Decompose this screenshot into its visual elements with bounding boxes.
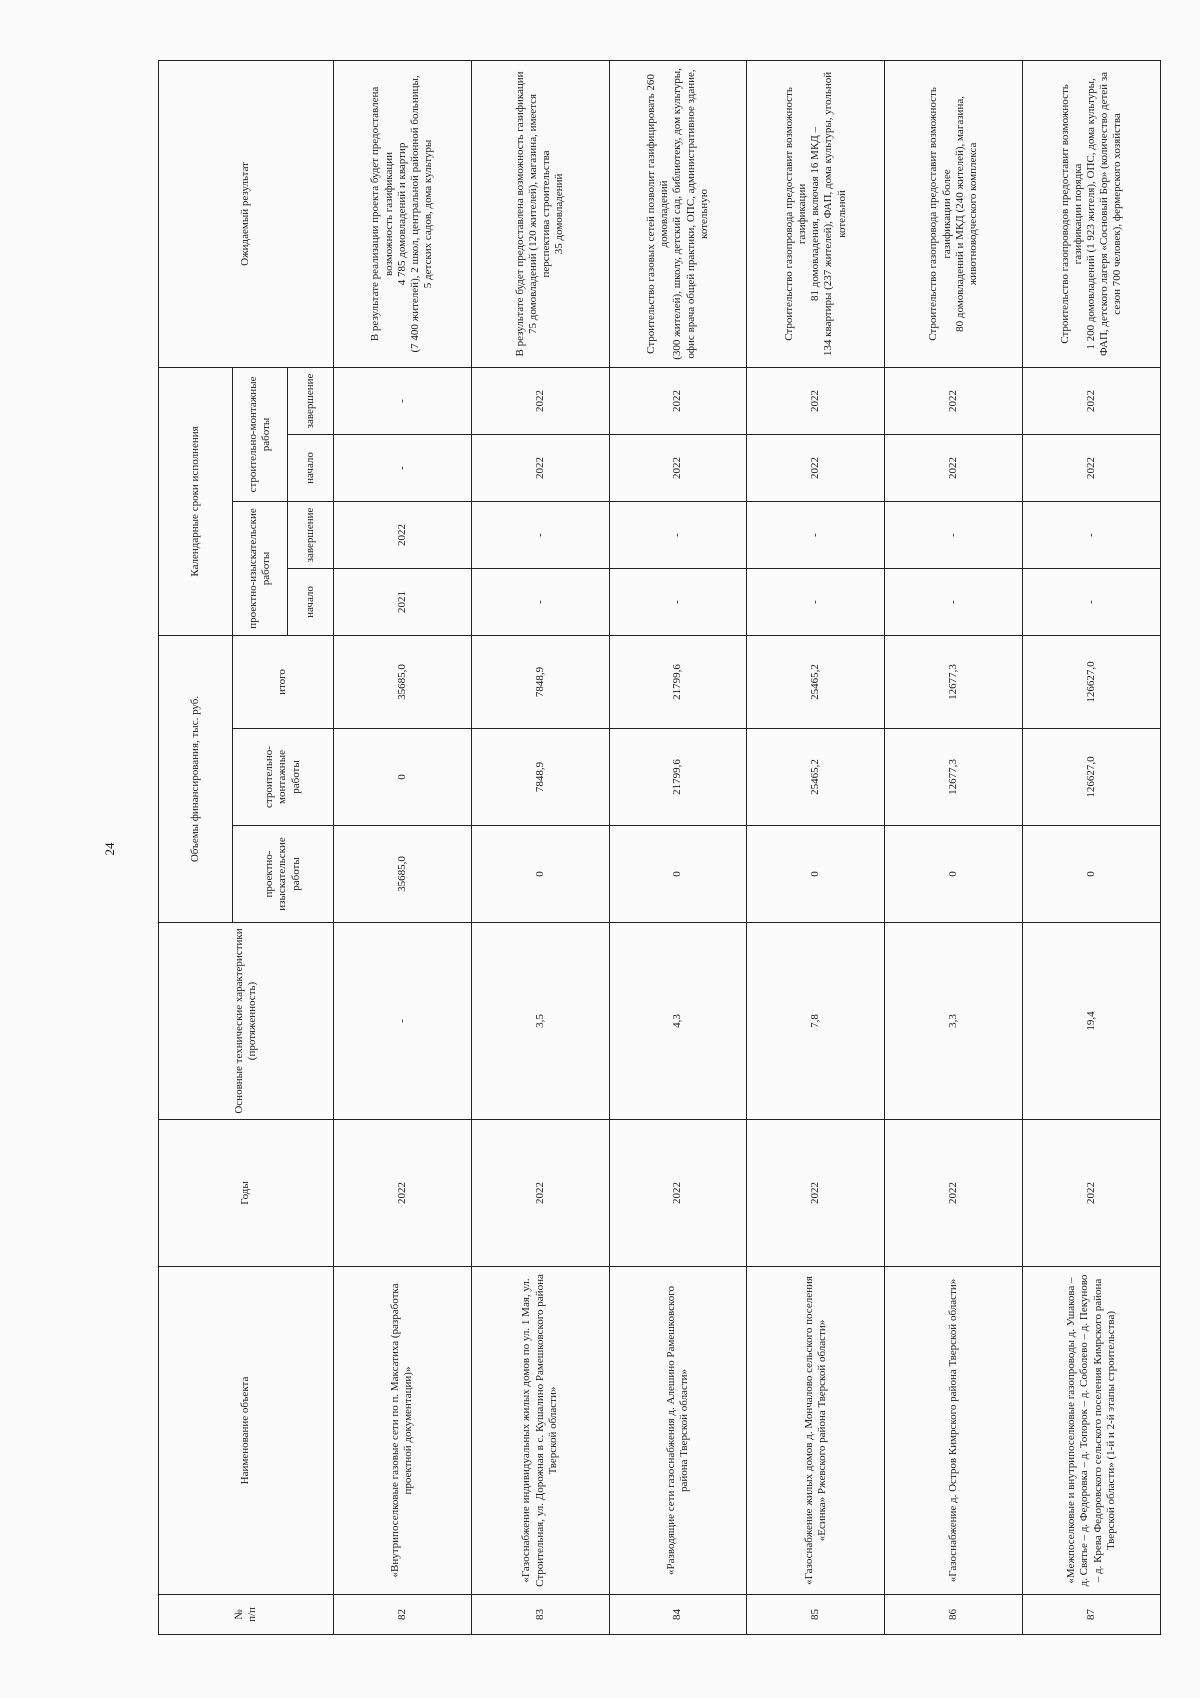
cell-fund-construction: 126627,0 [1023,729,1161,826]
cell-design-end: - [885,502,1023,569]
cell-design-start: - [609,569,747,636]
cell-num: 82 [334,1595,472,1635]
header-construction-end: завершение [288,367,334,434]
header-construction-start: начало [288,435,334,502]
header-row-1 [159,60,233,1634]
cell-design-end: - [747,502,885,569]
cell-design-start: 2021 [334,569,472,636]
cell-construction-end: 2022 [885,367,1023,434]
cell-construction-start: 2022 [1023,435,1161,502]
header-sched-construction: строительно-монтажные работы [233,367,288,501]
header-result: Ожидаемый результат [159,60,334,367]
cell-num: 87 [1023,1595,1161,1635]
cell-construction-start: 2022 [885,435,1023,502]
cell-name: «Газоснабжение индивидуальных жилых домов по ул. 1 Мая, ул. Строительная, ул. Дорожная в с. Кушалино Рамешковского района Тверской области» [471,1267,609,1595]
cell-years: 2022 [1023,1120,1161,1267]
cell-result: Строительство газопровода предоставит возможность газификации более 80 домовладений и МКД (240 жителей), магазина, животноводческого комплекса [885,60,1023,367]
cell-years: 2022 [471,1120,609,1267]
header-design-start: начало [288,569,334,636]
header-years: Годы [159,1120,334,1267]
cell-result: В результате будет предоставлена возможность газификации 75 домовладений (120 жителей), магазина, имеется перспектива строительства 35 домовладений [471,60,609,367]
cell-construction-end: 2022 [471,367,609,434]
header-schedule: Календарные сроки исполнения [159,367,233,635]
cell-fund-construction: 25465,2 [747,729,885,826]
cell-years: 2022 [747,1120,885,1267]
cell-fund-total: 21799,6 [609,636,747,729]
cell-fund-design: 0 [471,826,609,923]
cell-construction-start: 2022 [609,435,747,502]
header-funding: Объемы финансирования, тыс. руб. [159,636,233,923]
cell-fund-total: 25465,2 [747,636,885,729]
cell-num: 85 [747,1595,885,1635]
cell-years: 2022 [334,1120,472,1267]
cell-fund-design: 35685,0 [334,826,472,923]
table-row [1023,60,1161,1634]
cell-construction-end: 2022 [747,367,885,434]
table-row [747,60,885,1634]
header-tech: Основные технические характеристики (протяженность) [159,923,334,1120]
header-design-end: завершение [288,502,334,569]
cell-name: «Газоснабжение д. Остров Кимрского района Тверской области» [885,1267,1023,1595]
cell-design-start: - [747,569,885,636]
cell-construction-start: 2022 [471,435,609,502]
cell-fund-total: 12677,3 [885,636,1023,729]
cell-years: 2022 [885,1120,1023,1267]
cell-construction-start: 2022 [747,435,885,502]
cell-num: 83 [471,1595,609,1635]
cell-fund-construction: 12677,3 [885,729,1023,826]
cell-construction-end: 2022 [609,367,747,434]
cell-design-end: - [471,502,609,569]
gasification-objects-table [158,60,1161,1635]
cell-tech: 19,4 [1023,923,1161,1120]
header-name: Наименование объекта [159,1267,334,1595]
cell-construction-end: - [334,367,472,434]
cell-name: «Газоснабжение жилых домов д. Мончалово сельского поселения «Есинка» Ржевского района Тверской области» [747,1267,885,1595]
table-row [609,60,747,1634]
cell-construction-start: - [334,435,472,502]
cell-fund-construction: 21799,6 [609,729,747,826]
header-fund-total: итого [233,636,334,729]
cell-construction-end: 2022 [1023,367,1161,434]
cell-name: «Межпоселковые и внутрипоселковые газопроводы д. Ушакова – д. Святье – д. Федоровка – д. Топорок – д. Соболево – д. Пекуново – д. Крева Федоровского сельского поселения Кимрского района Тверской области» (1-й и 2-й этапы строительства) [1023,1267,1161,1595]
cell-fund-design: 0 [1023,826,1161,923]
cell-design-start: - [471,569,609,636]
cell-fund-design: 0 [885,826,1023,923]
cell-num: 86 [885,1595,1023,1635]
cell-name: «Разводящие сети газоснабжения д. Алешино Рамешковского района Тверской области» [609,1267,747,1595]
cell-design-end: - [609,502,747,569]
cell-fund-total: 35685,0 [334,636,472,729]
cell-result: В результате реализации проекта будет предоставлена возможность газификации 4 785 домовладений и квартир (7 400 жителей), 2 школ, центральной районной больницы, 5 детских садов, дома культуры [334,60,472,367]
table-row [334,60,472,1634]
cell-years: 2022 [609,1120,747,1267]
cell-num: 84 [609,1595,747,1635]
cell-tech: 4,3 [609,923,747,1120]
page-number: 24 [102,842,117,856]
cell-fund-design: 0 [747,826,885,923]
cell-name: «Внутрипоселковые газовые сети по п. Максатиха (разработка проектной документации)» [334,1267,472,1595]
cell-result: Строительство газовых сетей позволит газифицировать 260 домовладений (300 жителей), школу, детский сад, библиотеку, дом культуры, офис врача общей практики, ОПС, административное здание, котельную [609,60,747,367]
cell-tech: 3,5 [471,923,609,1120]
cell-design-start: - [885,569,1023,636]
cell-tech: 7,8 [747,923,885,1120]
table-row [885,60,1023,1634]
cell-fund-construction: 7848,9 [471,729,609,826]
cell-result: Строительство газопровода предоставит возможность газификации 81 домовладения, включая 16 МКД – 134 квартиры (237 жителей), ФАП, дома культуры, угольной котельной [747,60,885,367]
table-row [471,60,609,1634]
header-sched-design: проектно-изыскательские работы [233,502,288,636]
header-num: № п/п [159,1595,334,1635]
header-fund-construction: строительно-монтажные работы [233,729,334,826]
cell-fund-construction: 0 [334,729,472,826]
header-fund-design: проектно-изыскательские работы [233,826,334,923]
cell-design-end: 2022 [334,502,472,569]
cell-fund-total: 7848,9 [471,636,609,729]
cell-design-start: - [1023,569,1161,636]
cell-tech: - [334,923,472,1120]
cell-fund-total: 126627,0 [1023,636,1161,729]
cell-fund-design: 0 [609,826,747,923]
cell-result: Строительство газопроводов предоставит возможность газификации порядка 1 200 домовладений (1 923 жителя), ОПС, дома культуры, ФАП, детского лагеря «Сосновый Бор» (количество детей за сезон 700 человек), фермерского хозяйства [1023,60,1161,367]
rotated-page-content [158,61,1161,1635]
cell-tech: 3,3 [885,923,1023,1120]
cell-design-end: - [1023,502,1161,569]
